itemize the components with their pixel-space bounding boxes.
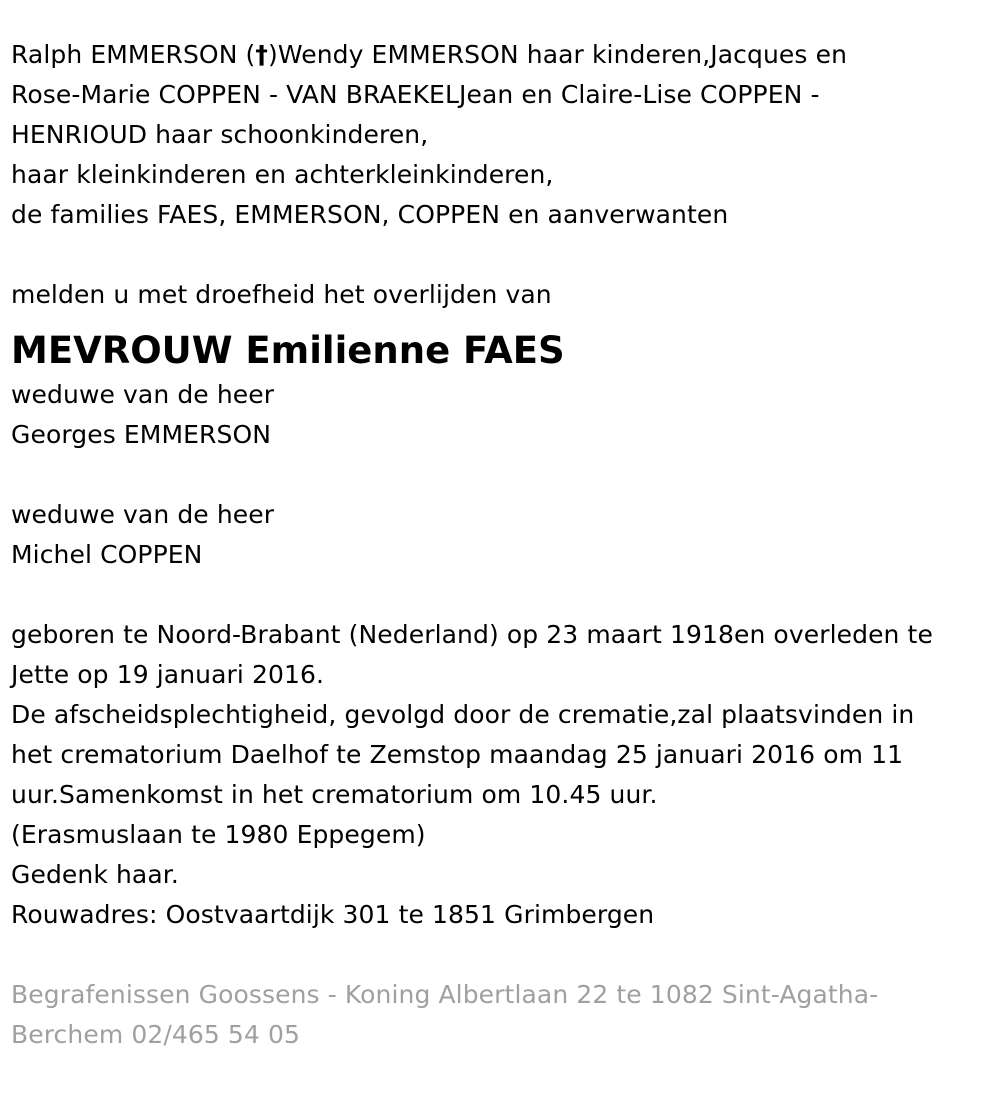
family-section xyxy=(11,35,996,235)
family-line-3: HENRIOUD haar schoonkinderen, xyxy=(11,120,429,149)
details-line-6: (Erasmuslaan te 1980 Eppegem) xyxy=(11,820,426,849)
details-line-1: geboren te Noord-Brabant (Nederland) op 23 maart 1918en overleden te xyxy=(11,620,933,649)
widow-label-1: weduwe van de heer xyxy=(11,380,275,409)
family-line-1-end: )Wendy EMMERSON haar kinderen,Jacques en xyxy=(268,40,848,69)
widow-label-2: weduwe van de heer xyxy=(11,500,275,529)
details-line-2: Jette op 19 januari 2016. xyxy=(11,660,325,689)
mourning-address: Rouwadres: Oostvaartdijk 301 te 1851 Grimbergen xyxy=(11,900,655,929)
cross-icon: † xyxy=(255,40,269,69)
funeral-home-line-2: Berchem 02/465 54 05 xyxy=(11,1020,300,1049)
spacer xyxy=(11,455,996,495)
spacer xyxy=(11,575,996,615)
family-line-2: Rose-Marie COPPEN - VAN BRAEKELJean en Claire-Lise COPPEN - xyxy=(11,80,820,109)
family-line-1-start: Ralph EMMERSON ( xyxy=(11,40,256,69)
details-line-7: Gedenk haar. xyxy=(11,860,179,889)
deceased-section xyxy=(11,327,996,575)
obituary-document xyxy=(11,35,996,1055)
details-section xyxy=(11,615,996,935)
spouse-name-2: Michel COPPEN xyxy=(11,540,203,569)
deceased-name: MEVROUW Emilienne FAES xyxy=(11,329,565,372)
details-line-3: De afscheidsplechtigheid, gevolgd door de crematie,zal plaatsvinden in xyxy=(11,700,915,729)
family-line-5: de families FAES, EMMERSON, COPPEN en aanverwanten xyxy=(11,200,729,229)
funeral-home-line-1: Begrafenissen Goossens - Koning Albertlaan 22 te 1082 Sint-Agatha- xyxy=(11,980,879,1009)
announcement-text: melden u met droefheid het overlijden van xyxy=(11,280,552,309)
funeral-home-section xyxy=(11,975,996,1055)
details-line-5: uur.Samenkomst in het crematorium om 10.45 uur. xyxy=(11,780,658,809)
details-line-4: het crematorium Daelhof te Zemstop maandag 25 januari 2016 om 11 xyxy=(11,740,904,769)
spouse-name-1: Georges EMMERSON xyxy=(11,420,272,449)
family-line-4: haar kleinkinderen en achterkleinkinderen, xyxy=(11,160,554,189)
spacer xyxy=(11,235,996,275)
spacer xyxy=(11,935,996,975)
family-line-1 xyxy=(11,35,996,75)
